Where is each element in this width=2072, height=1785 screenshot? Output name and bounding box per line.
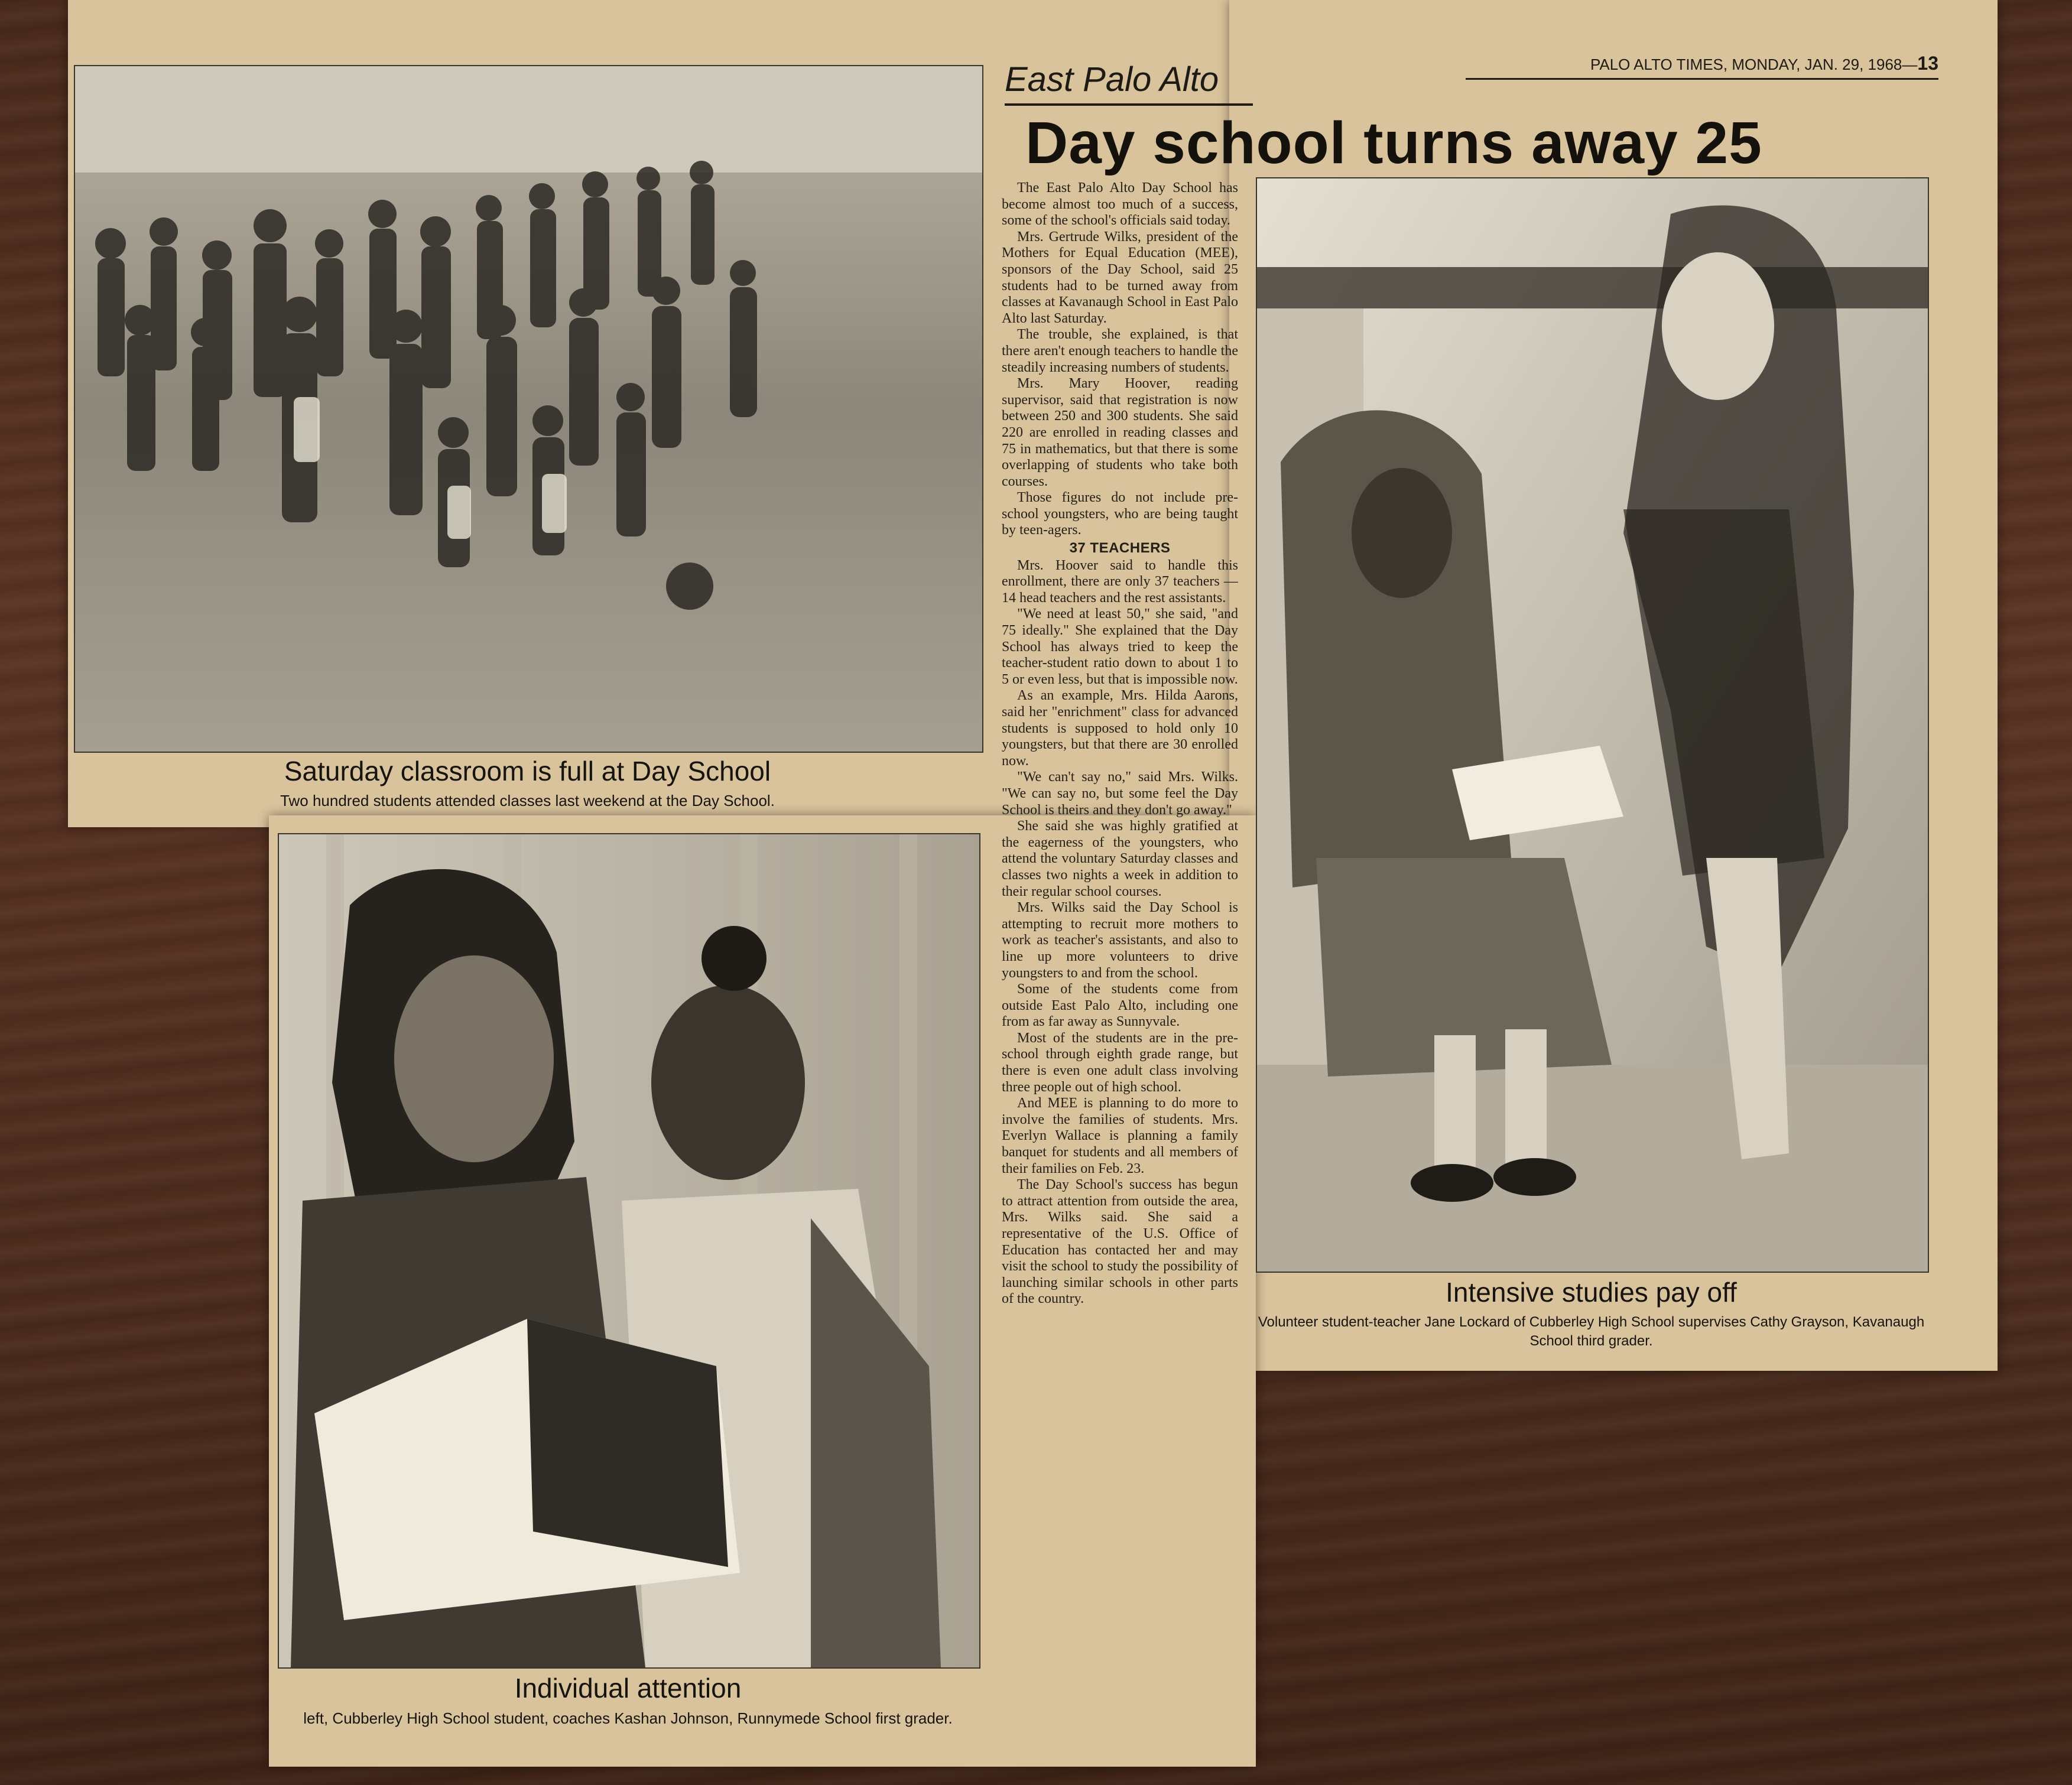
section-kicker: East Palo Alto	[1005, 56, 1253, 106]
article-paragraph: Those figures do not include pre-school youngsters, who are being taught by teen-agers.	[1002, 490, 1238, 538]
article-paragraph: She said she was highly gratified at the eagerness of the youngsters, who attend the voluntary Saturday classes and classes two nights a week in addition to their regular school courses.	[1002, 818, 1238, 899]
attention-caption-title: Individual attention	[514, 1673, 742, 1703]
dateline	[1466, 48, 1938, 80]
tutoring-photo	[1256, 177, 1929, 1273]
page-number: 13	[1917, 53, 1938, 74]
article-paragraph: "We can't say no," said Mrs. Wilks. "We can say no, but some feel the Day School is theirs and they don't go away."	[1002, 769, 1238, 818]
article-body	[1002, 180, 1238, 1758]
article-paragraph: Mrs. Mary Hoover, reading supervisor, said that registration is now between 250 and 300 students. She said 220 are enrolled in reading classes and 75 in mathematics, but that there is some overlapping of students who take both courses.	[1002, 376, 1238, 489]
individual-attention-photo	[278, 833, 980, 1669]
classroom-caption-title: Saturday classroom is full at Day School	[284, 756, 771, 786]
classroom-caption-text: Two hundred students attended classes last weekend at the Day School.	[280, 792, 775, 809]
article-paragraph: Mrs. Hoover said to handle this enrollment, there are only 37 teachers — 14 head teachers and the rest assistants.	[1002, 557, 1238, 606]
article-paragraph: Some of the students come from outside East Palo Alto, including one from as far away as Sunnyvale.	[1002, 981, 1238, 1030]
tutoring-caption-title: Intensive studies pay off	[1446, 1277, 1737, 1308]
article-paragraph: Mrs. Wilks said the Day School is attempting to recruit more mothers to work as teacher's assistants, and also to line up more volunteers to drive youngsters to and from the school.	[1002, 900, 1238, 981]
article-paragraph: And MEE is planning to do more to involve the families of students. Mrs. Everlyn Wallace is planning a family banquet for students and all members of their families on Feb. 23.	[1002, 1095, 1238, 1176]
article-paragraph: Most of the students are in the pre-school through eighth grade range, but there is even one adult class involving three people out of high school.	[1002, 1030, 1238, 1095]
article-paragraph: The East Palo Alto Day School has become almost too much of a success, some of the school's officials said today.	[1002, 180, 1238, 229]
article-subhead: 37 TEACHERS	[1069, 540, 1171, 557]
dateline-text: PALO ALTO TIMES, MONDAY, JAN. 29, 1968—	[1590, 56, 1918, 73]
article-paragraph: As an example, Mrs. Hilda Aarons, said her "enrichment" class for advanced students is supposed to hold only 10 youngsters, but that there are 30 enrolled now.	[1002, 688, 1238, 769]
article-paragraph: "We need at least 50," she said, "and 75 ideally." She explained that the Day School has always tried to keep the teacher-student ratio down to about 1 to 5 or even less, but that is impossible now.	[1002, 606, 1238, 687]
article-paragraph: Mrs. Gertrude Wilks, president of the Mothers for Equal Education (MEE), sponsors of the Day School, said 25 students had to be turned away from classes at Kavanaugh School in East Palo Alto last Saturday.	[1002, 229, 1238, 326]
headline: Day school turns away 25	[1025, 110, 1762, 176]
tutoring-caption-text: Volunteer student-teacher Jane Lockard of Cubberley High School supervises Cathy Grayson, Kavanaugh School third grader.	[1258, 1314, 1925, 1349]
attention-caption-text: left, Cubberley High School student, coaches Kashan Johnson, Runnymede School first grader.	[303, 1709, 953, 1727]
article-paragraph: The Day School's success has begun to attract attention from outside the area, Mrs. Wilks said. She said a representative of the U.S. Office of Education has contacted her and may visit the school to study the possibility of launching similar schools in other parts of the country.	[1002, 1177, 1238, 1307]
classroom-photo	[74, 65, 983, 753]
article-paragraph: The trouble, she explained, is that there aren't enough teachers to handle the steadily increasing numbers of students.	[1002, 327, 1238, 375]
